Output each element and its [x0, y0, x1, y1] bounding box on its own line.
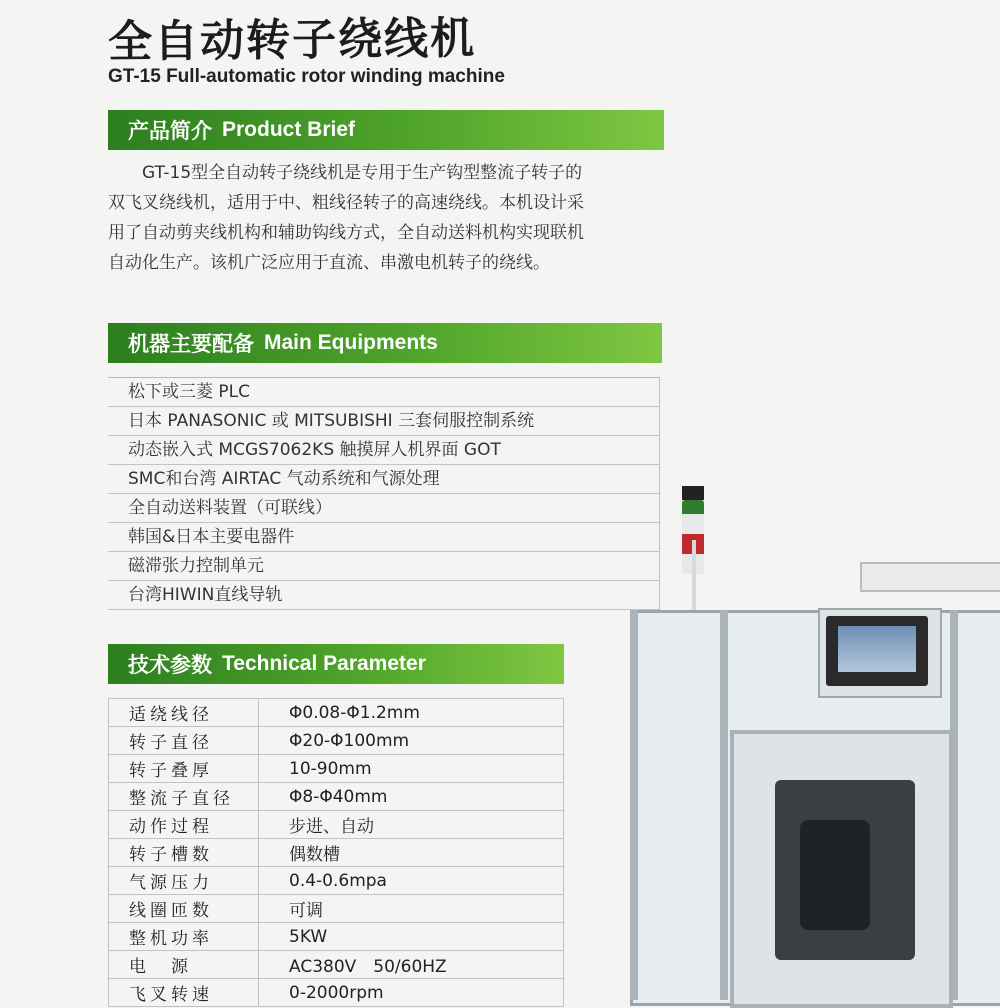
param-value: 步进、自动 — [259, 811, 564, 839]
equipment-item: 全自动送料装置（可联线） — [108, 494, 660, 523]
machine-arm — [860, 562, 1000, 592]
table-row — [109, 755, 564, 783]
param-key: 转子叠厚 — [109, 755, 259, 783]
param-key: 整机功率 — [109, 923, 259, 951]
section-header-equipment — [108, 323, 662, 363]
equipment-item: 台湾HIWIN直线导轨 — [108, 581, 660, 610]
table-row — [109, 895, 564, 923]
table-row — [109, 783, 564, 811]
section-header-brief-en: Product Brief — [222, 118, 356, 141]
parameter-table — [108, 698, 564, 1007]
param-key: 电 源 — [109, 951, 259, 979]
param-key: 适绕线径 — [109, 699, 259, 727]
table-row — [109, 979, 564, 1007]
param-value: 0.4-0.6mpa — [259, 867, 564, 895]
param-key: 整流子直径 — [109, 783, 259, 811]
equipment-item: SMC和台湾 AIRTAC 气动系统和气源处理 — [108, 465, 660, 494]
machine-photo — [600, 480, 1000, 1000]
page-subtitle: GT-15 Full-automatic rotor winding machine — [108, 66, 505, 87]
equipment-item: 松下或三菱 PLC — [108, 378, 660, 407]
section-header-brief-cn: 产品简介 — [128, 119, 212, 143]
frame-post — [630, 610, 638, 1000]
param-value: 10-90mm — [259, 755, 564, 783]
param-key: 动作过程 — [109, 811, 259, 839]
param-key: 飞叉转速 — [109, 979, 259, 1007]
equipment-item: 磁滞张力控制单元 — [108, 552, 660, 581]
table-row — [109, 727, 564, 755]
equipment-item: 日本 PANASONIC 或 MITSUBISHI 三套伺服控制系统 — [108, 407, 660, 436]
param-value: Φ20-Φ100mm — [259, 727, 564, 755]
section-header-params-cn: 技术参数 — [128, 653, 212, 677]
param-key: 线圈匝数 — [109, 895, 259, 923]
equipment-item: 韩国&日本主要电器件 — [108, 523, 660, 552]
equipment-item: 动态嵌入式 MCGS7062KS 触摸屏人机界面 GOT — [108, 436, 660, 465]
param-value: Φ0.08-Φ1.2mm — [259, 699, 564, 727]
brief-line: 用了自动剪夹线机构和辅助钩线方式，全自动送料机构实现联机 — [108, 223, 584, 243]
page-title: 全自动转子绕线机 — [107, 13, 477, 68]
param-key: 转子槽数 — [109, 839, 259, 867]
param-key: 气源压力 — [109, 867, 259, 895]
param-value: AC380V 50/60HZ — [259, 951, 564, 979]
table-row — [109, 951, 564, 979]
param-value: 可调 — [259, 895, 564, 923]
touchscreen-display — [838, 626, 916, 672]
param-value: 5KW — [259, 923, 564, 951]
brief-line: GT-15型全自动转子绕线机是专用于生产钩型整流子转子的 — [108, 163, 583, 183]
param-value: Φ8-Φ40mm — [259, 783, 564, 811]
table-row — [109, 839, 564, 867]
frame-post — [720, 610, 728, 1000]
section-header-equipment-cn: 机器主要配备 — [128, 332, 254, 356]
flyer-head — [800, 820, 870, 930]
table-row — [109, 923, 564, 951]
section-header-params-en: Technical Parameter — [222, 652, 426, 675]
section-header-params — [108, 644, 564, 684]
brief-line: 双飞叉绕线机，适用于中、粗线径转子的高速绕线。本机设计采 — [108, 193, 584, 213]
table-row — [109, 811, 564, 839]
brief-line: 自动化生产。该机广泛应用于直流、串激电机转子的绕线。 — [108, 253, 550, 273]
product-brief-text — [108, 158, 664, 278]
table-row — [109, 867, 564, 895]
param-key: 转子直径 — [109, 727, 259, 755]
param-value: 偶数槽 — [259, 839, 564, 867]
section-header-brief — [108, 110, 664, 150]
param-value: 0-2000rpm — [259, 979, 564, 1007]
section-header-equipment-en: Main Equipments — [264, 331, 438, 354]
table-row — [109, 699, 564, 727]
equipment-list — [108, 377, 660, 610]
